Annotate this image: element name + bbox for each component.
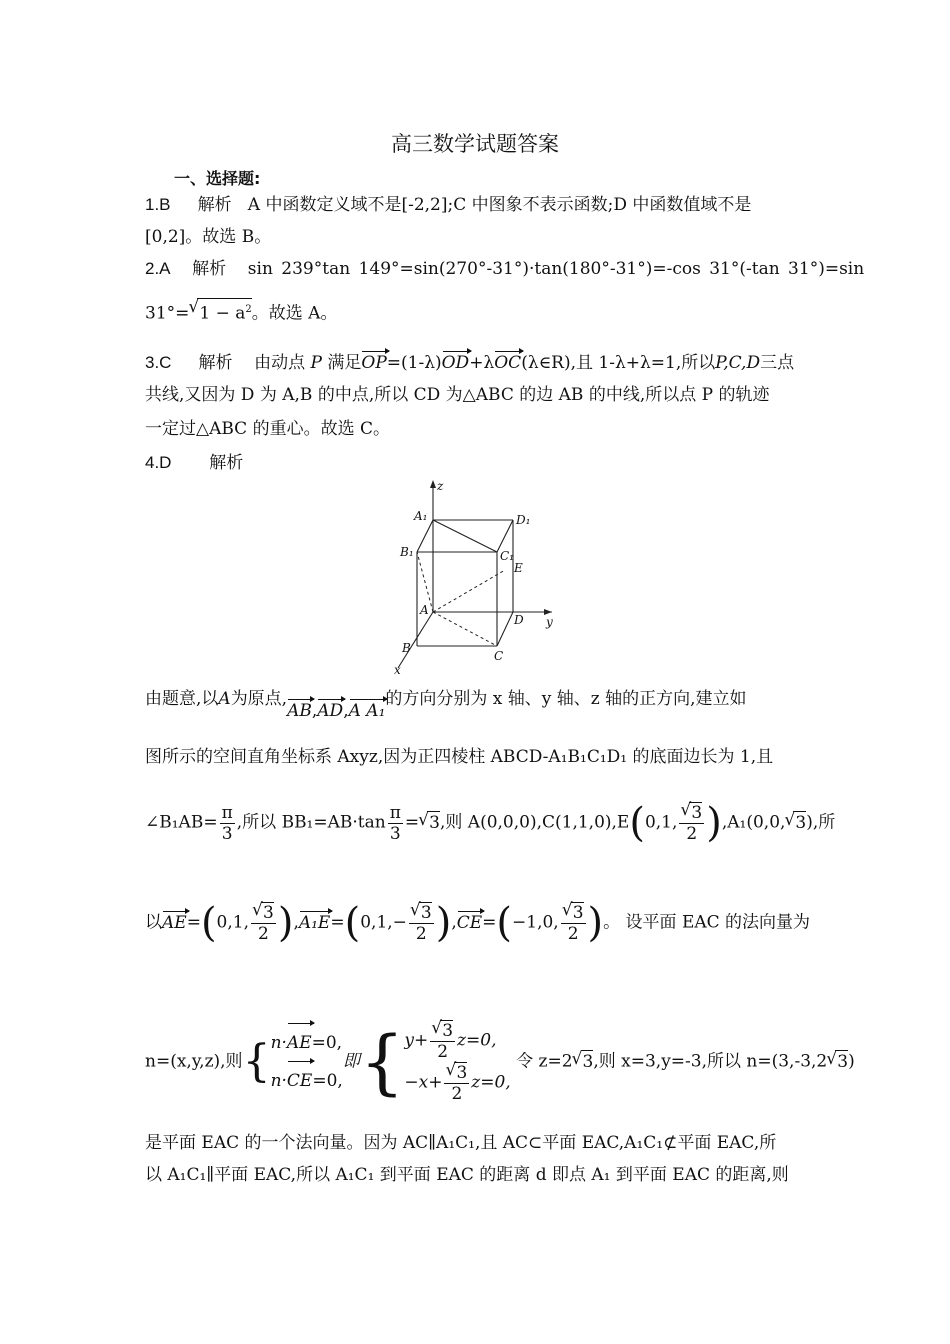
frac-num: π [389, 802, 401, 823]
q4-p4a: 以 [145, 912, 162, 933]
sqrt3: √ 3 [427, 811, 440, 834]
q3-line2: 共线,又因为 D 为 A,B 的中点,所以 CD 为△ABC 的边 AB 的中线,所以点 P 的轨迹 [145, 385, 770, 405]
label-b: B [402, 641, 411, 655]
q4-p5c: 令 z=2 [516, 1051, 573, 1072]
q4-p5d: ,则 x=3,y=-3,所以 n=(3,-3,2 [593, 1051, 828, 1072]
eq-sign: = [482, 912, 497, 933]
q4-para5: n=(x,y,z),则{ n·AE=0, n·CE=0, 即{ y+ √ $\frac{3}{2}$ z=0, −x+ √ $\frac{3}{2}$ z=0, 令 z=2√ 3,则 x=3,y=-3,所以 n=(3,-3,2√ 3) [145, 1020, 855, 1104]
ce-coord: −1,0, [512, 912, 559, 933]
sys1-pre: y+ [404, 1030, 429, 1051]
label-d1: D₁ [516, 513, 531, 527]
label-y: y [546, 615, 553, 629]
sqrt3: √ 3 [419, 902, 432, 923]
segment-a1c1 [433, 520, 497, 552]
q4-tag: 解析 [209, 453, 244, 473]
q1-text1: A 中函数定义域不是[-2,2];C 中图象不表示函数;D 中函数值域不是 [247, 195, 752, 215]
q4-para6: 是平面 EAC 的一个法向量。因为 AC∥A₁C₁,且 AC⊂平面 EAC,A₁C₁⊄平面 EAC,所 [145, 1133, 777, 1153]
q1-number: 1.B [145, 195, 171, 214]
frac-num: π [221, 802, 233, 823]
q2-text1: sin 239°tan 149°=sin(270°-31°)·tan(180°-31°)=-cos 31°(-tan 31°)=sin [247, 259, 865, 279]
vec-aa1: A A₁ [348, 701, 386, 721]
ae-coord: 0,1, [216, 912, 249, 933]
q4-p3c: ,则 A(0,0,0),C(1,1,0),E [439, 812, 630, 833]
page-title: 高三数学试题答案 [391, 132, 559, 156]
q3-l1g: 三点 [760, 353, 795, 373]
vec-ae: AE [162, 912, 187, 933]
q4-p3e: ),所 [806, 812, 836, 833]
q1-line1 [145, 194, 751, 216]
q2-text2b: 。故选 A。 [251, 303, 338, 324]
vec-ae: AE [287, 1024, 312, 1062]
q3-l1f: P,C,D [715, 353, 761, 373]
eq-sign: = [186, 912, 201, 933]
frac-pi-3a [220, 803, 235, 844]
sqrt3: √ 3 [440, 1020, 453, 1041]
n-dot: n· [270, 1071, 287, 1091]
frac-den: 2 [686, 824, 698, 844]
q3-l1c: =(1-λ) [386, 353, 442, 373]
q3-l1d: +λ [469, 353, 495, 373]
q2-tag: 解析 [192, 259, 227, 279]
vec-a1e: A₁E [298, 912, 331, 933]
vec-od: OD [441, 353, 470, 373]
label-x: x [394, 663, 401, 677]
eq-sign: = [330, 912, 345, 933]
label-d: D [514, 613, 524, 627]
n-dot: n· [270, 1033, 287, 1053]
label-c1: C₁ [500, 549, 514, 563]
q3-tag: 解析 [198, 353, 233, 373]
q4-p3a: ∠B₁AB= [145, 812, 218, 833]
q2-line1 [145, 258, 864, 280]
segment-ae [433, 570, 505, 612]
q3-l1e: (λ∈R),且 1-λ+λ=1,所以 [521, 353, 716, 373]
z-eq0: z=0, [471, 1072, 511, 1093]
q2-line2 [145, 298, 337, 325]
frac-den: 2 [567, 924, 579, 944]
q2-text2a: 31°= [145, 303, 190, 324]
q3-number: 3.C [145, 353, 172, 372]
x-axis [398, 612, 433, 668]
vec-op: OP [361, 353, 387, 373]
frac-den: 3 [389, 823, 401, 844]
system-1 [271, 1024, 343, 1100]
q4-p1c: 为原点, [230, 689, 288, 709]
q4-p3b: ,所以 BB₁=AB·tan [236, 812, 386, 833]
q4-p5e: ) [848, 1051, 855, 1072]
frac-sqrt3-2 [409, 902, 434, 944]
q4-p4b: 。 设平面 EAC 的法向量为 [603, 912, 811, 933]
label-e: E [514, 561, 523, 575]
label-b1: B₁ [400, 545, 414, 559]
label-z: z [437, 479, 444, 493]
frac-sqrt3-2 [679, 802, 704, 844]
frac-den: 2 [415, 924, 427, 944]
frac-sqrt3-2 [561, 902, 586, 944]
q2-power: 2 [245, 304, 252, 315]
vec-ab: AB [287, 701, 312, 721]
eq0: =0, [311, 1033, 343, 1053]
q4-p1d: 的方向分别为 [385, 689, 488, 709]
frac-sqrt3-2 [251, 902, 276, 944]
frac-den: 2 [437, 1042, 449, 1062]
vec-ce: CE [287, 1062, 312, 1100]
section-heading: 一、选择题: [174, 169, 261, 188]
frac-pi-3b [388, 803, 403, 844]
e-coord: 0,1, [644, 812, 678, 833]
q2-sqrt [197, 298, 251, 325]
q4-p5a: n=(x,y,z),则 [145, 1051, 243, 1072]
z-arrow [430, 480, 436, 488]
label-c: C [494, 649, 504, 663]
q4-p1a: 由题意,以 [145, 689, 219, 709]
q4-para7: 以 A₁C₁∥平面 EAC,所以 A₁C₁ 到平面 EAC 的距离 d 即点 A₁ 到平面 EAC 的距离,则 [145, 1165, 789, 1185]
edge-d1c1 [497, 520, 513, 552]
frac-den: 2 [258, 924, 269, 944]
a1e-coord: 0,1,− [360, 912, 407, 933]
vec-ad: AD [317, 701, 344, 721]
vec-ce: CE [456, 912, 483, 933]
eq-sign: = [404, 812, 420, 833]
sqrt3: √ 3 [571, 902, 584, 923]
q4-p1e: x 轴、y 轴、z 轴的正方向,建立如 [492, 689, 747, 709]
q4-para4: 以AE=(0,1, √ $\frac{3}{2}$ ),A₁E=(0,1,− √ $\frac{3}{2}$ ),CE=(−1,0, √ $\frac{3}{2}$ )。 设平面 EAC 的法向量为 [145, 902, 810, 944]
q4-para2: 图所示的空间直角坐标系 Axyz,因为正四棱柱 ABCD-A₁B₁C₁D₁ 的底面边长为 1,且 [145, 747, 774, 767]
q3-line3: 一定过△ABC 的重心。故选 C。 [145, 419, 390, 439]
label-a: A [420, 603, 429, 617]
system-2 [404, 1020, 510, 1104]
edge-cd [497, 612, 513, 646]
label-a1: A₁ [414, 509, 428, 523]
q2-radicand: 1 − a [199, 303, 246, 324]
sqrt3: √ 3 [454, 1062, 467, 1083]
edge-a1b1 [417, 520, 433, 552]
z-eq0: z=0, [457, 1030, 497, 1051]
frac-den: 3 [221, 823, 233, 844]
q4-para1: 由题意,以A为原点,AB,AD,A A₁的方向分别为 x 轴、y 轴、z 轴的正方向,建立如 [145, 689, 747, 721]
q3-l1a: 由动点 [254, 353, 306, 373]
q3-l1b: 满足 [327, 353, 362, 373]
vec-oc: OC [494, 353, 522, 373]
sqrt3: √ 3 [581, 1050, 594, 1073]
q4-line1 [145, 452, 243, 474]
q3-line1: 3.C 解析 由动点 P 满足OP=(1-λ)OD+λOC(λ∈R),且 1-λ+λ=1,所以P,C,D三点 [145, 353, 795, 373]
q2-number: 2.A [145, 259, 171, 278]
q4-para3: ∠B₁AB= $\frac{\pi}{3}$ ,所以 BB₁=AB·tan $\frac{\pi}{3}$ =√ 3,则 A(0,0,0),C(1,1,0),E(0,1, √ $\frac{3}{2}$ ),A₁(0,0,√ 3),所 [145, 802, 835, 844]
sqrt3: √ 3 [793, 811, 806, 834]
sys2-pre: −x+ [404, 1072, 443, 1093]
q1-tag: 解析 [197, 195, 232, 215]
sqrt3: √ 3 [689, 802, 702, 823]
prism-figure [390, 478, 570, 678]
frac-den: 2 [451, 1084, 463, 1104]
sqrt3: √ 3 [261, 902, 274, 923]
q4-p3d: ,A₁(0,0, [721, 812, 786, 833]
segment-ac [433, 612, 497, 646]
q4-number: 4.D [145, 453, 172, 472]
q4-p5b: 即 [342, 1051, 360, 1072]
eq0: =0, [312, 1071, 343, 1091]
q4-p1b: A [218, 689, 231, 709]
sqrt3: √ 3 [835, 1050, 848, 1073]
q1-text2: [0,2]。故选 B。 [145, 227, 272, 247]
